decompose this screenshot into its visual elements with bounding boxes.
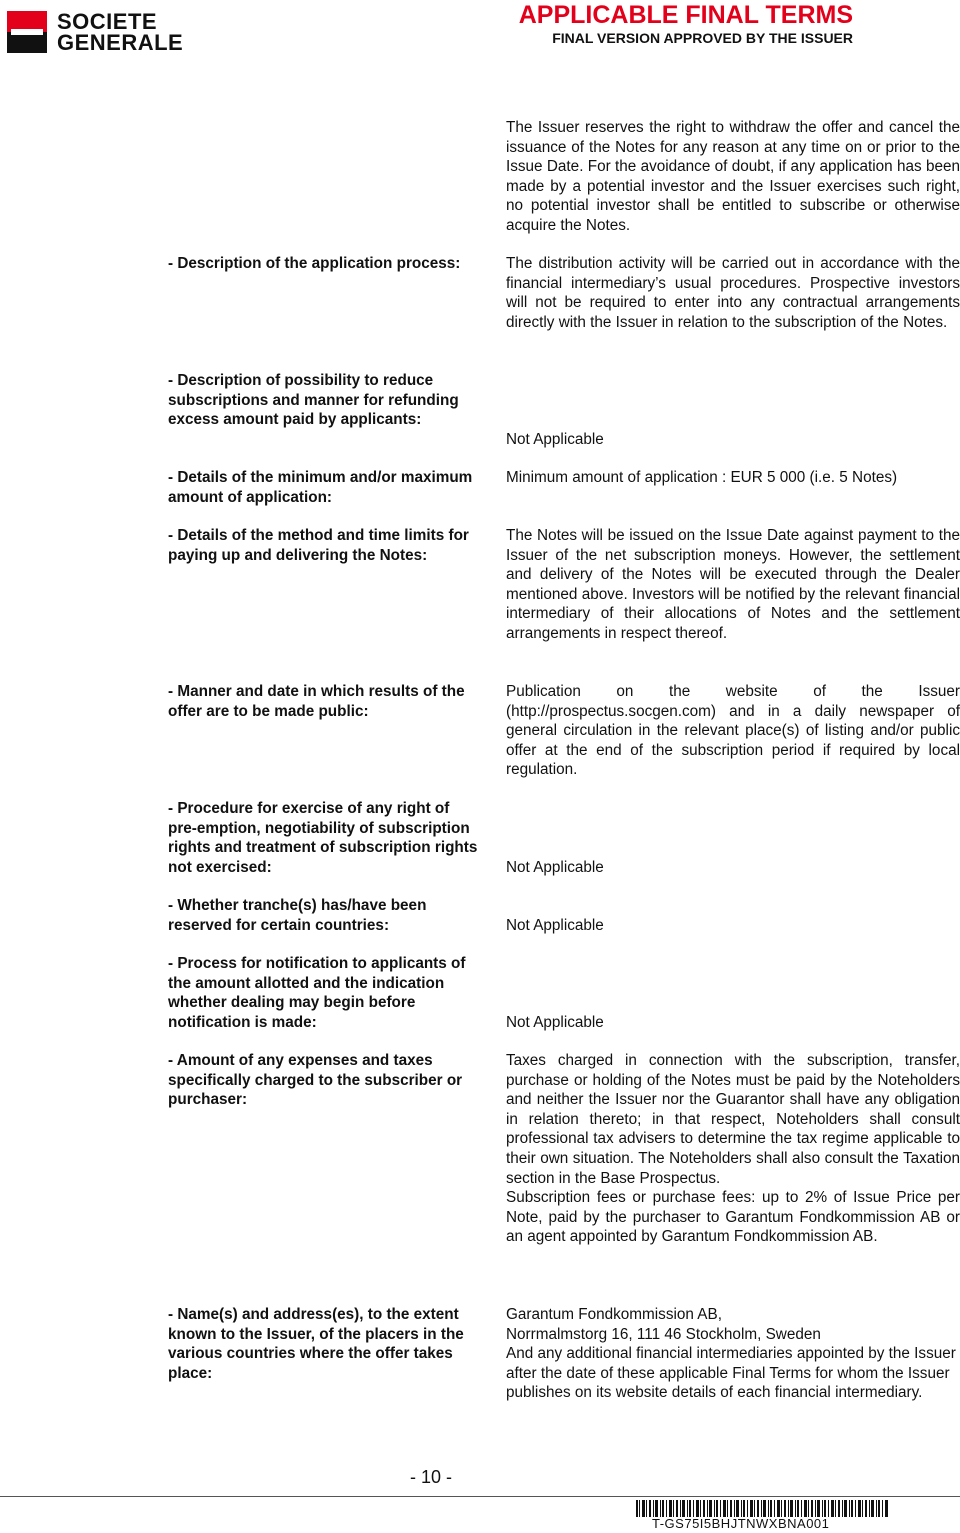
document-title: APPLICABLE FINAL TERMS [518, 1, 853, 29]
item-value-tranches: Not Applicable [506, 917, 604, 934]
item-label-placers: - Name(s) and address(es), to the extent known to the Issuer, of the placers in the various countries where the offer takes place: [168, 1306, 464, 1382]
placer-name: Garantum Fondkommission AB, [506, 1306, 722, 1323]
item-value-notification: Not Applicable [506, 1014, 604, 1031]
document-code: T-GS75I5BHJTNWXBNA001 [652, 1516, 830, 1531]
item-label-reduce-subscriptions: - Description of possibility to reduce subscriptions and manner for refunding excess amount paid by applicants: [168, 372, 459, 429]
item-value-expenses-taxes [506, 1051, 960, 1247]
taxes-paragraph: Taxes charged in connection with the subscription, transfer, purchase or holding of the Notes must be paid by the Noteholders and neither the Issuer nor the Guarantor shall have any obligation in relation thereto; in that respect, Noteholders shall consult professional tax advisers to determine the tax regime applicable to their own situation. The Noteholders shall also consult the Taxation section in the Base Prospectus. [506, 1052, 960, 1187]
item-value-results-public: Publication on the website of the Issuer (http://prospectus.socgen.com) and in a daily newspaper of general circulation in the relevant place(s) of listing and/or public offer at the end of the subscription period if required by local regulation. [506, 683, 960, 779]
societe-generale-logo [7, 11, 217, 55]
item-value-method-time-limits: The Notes will be issued on the Issue Date against payment to the Issuer of the net subscription moneys. However, the settlement and delivery of the Notes will be executed through the Dealer mentioned above. Investors will be notified by the relevant financial intermediary of their allocations of Notes and the settlement arrangements in respect thereof. [506, 527, 960, 642]
barcode-icon [636, 1500, 888, 1517]
page-number: - 10 - [410, 1467, 453, 1487]
footer-divider [0, 1496, 960, 1497]
item-label-tranches: - Whether tranche(s) has/have been reserved for certain countries: [168, 897, 427, 934]
item-label-expenses-taxes: - Amount of any expenses and taxes specifically charged to the subscriber or purchaser: [168, 1052, 463, 1109]
logo-mark [7, 11, 47, 53]
item-label-method-time-limits: - Details of the method and time limits for paying up and delivering the Notes: [168, 527, 469, 564]
placer-address: Norrmalmstorg 16, 111 46 Stockholm, Sweden [506, 1325, 821, 1343]
document-subtitle: FINAL VERSION APPROVED BY THE ISSUER [552, 30, 853, 46]
item-label-results-public: - Manner and date in which results of the offer are to be made public: [168, 683, 465, 720]
placer-additional: And any additional financial intermediaries appointed by the Issuer after the date of these applicable Final Terms for whom the Issuer publishes on its website details of each financial intermediary. [506, 1345, 956, 1402]
item-value-reduce-subscriptions: Not Applicable [506, 431, 604, 448]
item-label-application-process: - Description of the application process: [168, 255, 461, 272]
item-value-pre-emption: Not Applicable [506, 859, 604, 876]
item-label-notification: - Process for notification to applicants of the amount allotted and the indication whether dealing may begin before notification is made: [168, 955, 466, 1031]
withdraw-paragraph: The Issuer reserves the right to withdraw the offer and cancel the issuance of the Notes for any reason at any time on or prior to the Issue Date. For the avoidance of doubt, if any application has been made by a potential investor and the Issuer exercises such right, no potential investor shall be entitled to subscribe or otherwise acquire the Notes. [506, 119, 960, 234]
logo-wordmark: SOCIETE GENERALE [57, 9, 184, 55]
item-label-pre-emption: - Procedure for exercise of any right of pre-emption, negotiability of subscription rights and treatment of subscription rights not exercised: [168, 800, 478, 876]
item-value-placers [506, 1305, 960, 1403]
fees-paragraph: Subscription fees or purchase fees: up to 2% of Issue Price per Note, paid by the purchaser to Garantum Fondkommission AB or an agent appointed by Garantum Fondkommission AB. [506, 1189, 960, 1246]
item-value-application-process: The distribution activity will be carried out in accordance with the financial intermediary’s usual procedures. Prospective investors will not be required to enter into any contractual arrangements directly with the Issuer in relation to the subscription of the Notes. [506, 255, 960, 331]
item-value-min-max-amount: Minimum amount of application : EUR 5 000 (i.e. 5 Notes) [506, 469, 898, 486]
item-label-min-max-amount: - Details of the minimum and/or maximum amount of application: [168, 469, 473, 506]
